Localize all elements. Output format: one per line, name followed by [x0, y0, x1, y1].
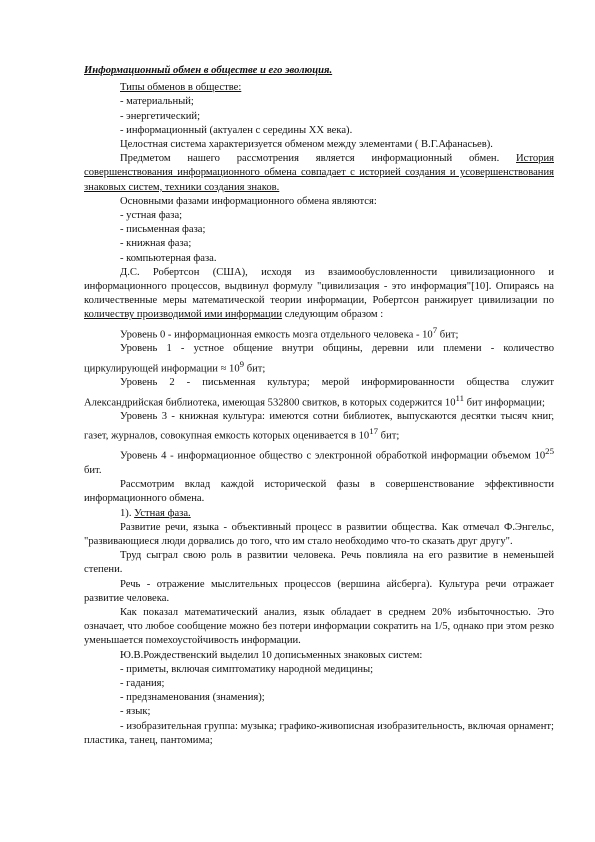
level-exponent: 9: [239, 358, 245, 369]
level-text: Уровень 4 - информационное общество с электронной обработкой информации объемом 10: [120, 450, 546, 462]
phase-item: - письменная фаза;: [120, 224, 206, 236]
paragraph-robertson: [84, 266, 554, 323]
level-exponent: 11: [455, 392, 465, 403]
level-item: [84, 323, 554, 343]
level-exponent: 17: [369, 426, 379, 437]
pre-system-item: - гадания;: [120, 677, 165, 689]
document-page: [84, 64, 554, 748]
level-text: Уровень 2 - письменная культура; мерой информированности общества служит Александрийская библиотека, имеющая 532800 свитков, в которых содержится 10: [84, 377, 554, 409]
level-item: [84, 376, 554, 410]
phase-item: - устная фаза;: [120, 210, 183, 222]
level-tail: бит;: [244, 363, 266, 375]
level-item: [84, 444, 554, 478]
level-exponent: 25: [545, 446, 554, 457]
paragraph-subject: [84, 152, 554, 195]
level-text: Уровень 0 - информационная емкость мозга отдельного человека - 10: [120, 329, 433, 341]
paragraph-contribution: Рассмотрим вклад каждой исторической фазы в совершенствование эффективности информационного обмена.: [84, 479, 554, 505]
pre-system-item: - предзнаменования (знамения);: [120, 692, 265, 704]
level-text: Уровень 1 - устное общение внутри общины, деревни или племени - количество циркулирующей информации ≈ 10: [84, 343, 554, 375]
level-exponent: 7: [432, 324, 438, 335]
paragraph-labor: Труд сыграл свою роль в развитии человека. Речь повлияла на его развитие в неменьшей степени.: [84, 550, 554, 576]
paragraph-robertson-tail: следующим образом :: [282, 309, 384, 321]
document-title: Информационный обмен в обществе и его эволюция.: [84, 65, 333, 76]
paragraph-robertson-underlined: количеству производимой ими информации: [84, 309, 283, 321]
phase-item: - компьютерная фаза.: [120, 252, 217, 264]
level-item: [84, 342, 554, 376]
oral-phase-heading: [84, 507, 554, 521]
paragraph-integrity: Целостная система характеризуется обменом между элементами ( В.Г.Афанасьев).: [120, 139, 493, 151]
oral-phase-title: Устная фаза.: [134, 507, 191, 519]
pre-system-item: - изобразительная группа: музыка; графико-живописная изобразительность, включая орнамент; пластика, танец, пантомима;: [84, 720, 554, 746]
paragraph-robertson-text: Д.С. Робертсон (США), исходя из взаимообусловленности цивилизационного и информационного процессов, выдвинул формулу "цивилизация - это информация"[10]. Опираясь на количественные меры математической теории информации, Робертсон ранжирует цивилизации по: [84, 266, 554, 307]
paragraph-subject-text: Предметом нашего рассмотрения является информационный обмен.: [120, 153, 517, 165]
phase-item: - книжная фаза;: [120, 238, 192, 250]
oral-phase-number: 1).: [120, 507, 135, 519]
exchange-type-item: - энергетический;: [120, 110, 201, 122]
level-text: Уровень 3 - книжная культура: имеются сотни библиотек, выпускаются десятки тысяч книг, газет, журналов, совокупная емкость которых оценивается в 10: [84, 411, 554, 442]
paragraph-speech: Развитие речи, языка - объективный процесс в развитии общества. Как отмечал Ф.Энгельс, "развивающиеся люди дорвались до того, что им стало необходимо что-то сказать друг другу".: [84, 521, 554, 547]
level-tail: бит информации;: [464, 397, 545, 409]
paragraph-redundancy: Как показал математический анализ, язык обладает в среднем 20% избыточностью. Это означает, что любое сообщение можно без потери информации сократить на 1/5, однако при этом резко уменьшается помехоустойчивость информации.: [84, 606, 554, 647]
paragraph-rozhdestvensky: Ю.В.Рождественский выделил 10 дописьменных знаковых систем:: [120, 649, 423, 661]
exchange-type-item: - информационный (актуален с середины ХХ века).: [120, 124, 353, 136]
level-tail: бит;: [378, 431, 400, 442]
level-tail: бит;: [437, 329, 459, 341]
pre-system-item: - приметы, включая симптоматику народной медицины;: [120, 663, 374, 675]
phases-heading: Основными фазами информационного обмена являются:: [120, 195, 377, 207]
exchange-types-heading: Типы обменов в обществе:: [120, 82, 242, 94]
level-tail: бит.: [84, 464, 102, 476]
pre-system-item: - язык;: [120, 706, 151, 718]
paragraph-subject-underlined: История совершенствования информационного обмена совпадает с историей создания и усовершенствования знаковых систем, техники создания знаков.: [84, 153, 554, 193]
exchange-type-item: - материальный;: [120, 96, 194, 108]
level-item: [84, 410, 554, 444]
paragraph-mirror: Речь - отражение мыслительных процессов (вершина айсберга). Культура речи отражает развитие человека.: [84, 578, 554, 604]
